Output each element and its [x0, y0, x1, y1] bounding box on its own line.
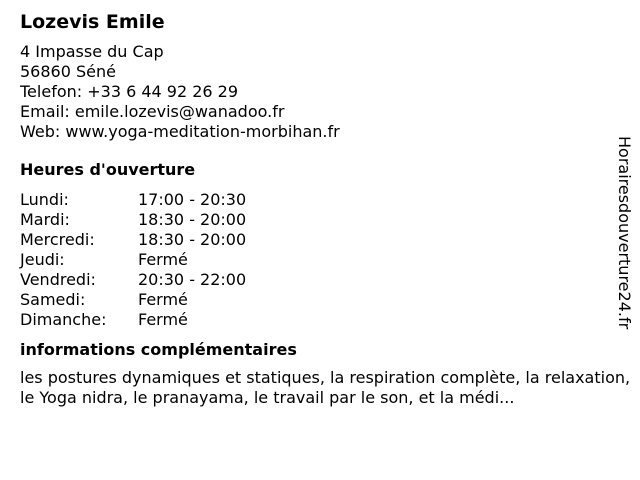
- hours-row-lundi: [20, 190, 610, 210]
- hours-day: Jeudi:: [20, 250, 65, 269]
- hours-row-vendredi: [20, 270, 610, 290]
- hours-time: 18:30 - 20:00: [138, 230, 247, 249]
- phone-line: Telefon: +33 6 44 92 26 29: [20, 82, 239, 101]
- business-name: Lozevis Emile: [20, 11, 165, 33]
- brand-watermark: Horairesdouverture24.fr: [615, 136, 634, 330]
- hours-row-dimanche: [20, 310, 610, 330]
- hours-day: Samedi:: [20, 290, 86, 309]
- hours-time: Fermé: [138, 290, 188, 309]
- hours-row-jeudi: [20, 250, 610, 270]
- hours-row-samedi: [20, 290, 610, 310]
- hours-day: Mardi:: [20, 210, 70, 229]
- info-heading: informations complémentaires: [20, 340, 297, 359]
- hours-time: Fermé: [138, 250, 188, 269]
- email-line: Email: emile.lozevis@wanadoo.fr: [20, 102, 285, 121]
- info-description: les postures dynamiques et statiques, la respiration complète, la relaxation, le Yoga nidra, le pranayama, le travail par le son, et la médi...: [20, 368, 631, 407]
- hours-table: [20, 190, 610, 330]
- hours-day: Vendredi:: [20, 270, 96, 289]
- hours-row-mardi: [20, 210, 610, 230]
- address-street: 4 Impasse du Cap: [20, 42, 164, 61]
- hours-time: 18:30 - 20:00: [138, 210, 247, 229]
- hours-day: Dimanche:: [20, 310, 107, 329]
- hours-day: Lundi:: [20, 190, 69, 209]
- hours-heading: Heures d'ouverture: [20, 160, 196, 179]
- hours-day: Mercredi:: [20, 230, 95, 249]
- hours-time: 20:30 - 22:00: [138, 270, 247, 289]
- hours-row-mercredi: [20, 230, 610, 250]
- address-city: 56860 Séné: [20, 62, 116, 81]
- web-line: Web: www.yoga-meditation-morbihan.fr: [20, 122, 340, 141]
- hours-time: Fermé: [138, 310, 188, 329]
- hours-time: 17:00 - 20:30: [138, 190, 247, 209]
